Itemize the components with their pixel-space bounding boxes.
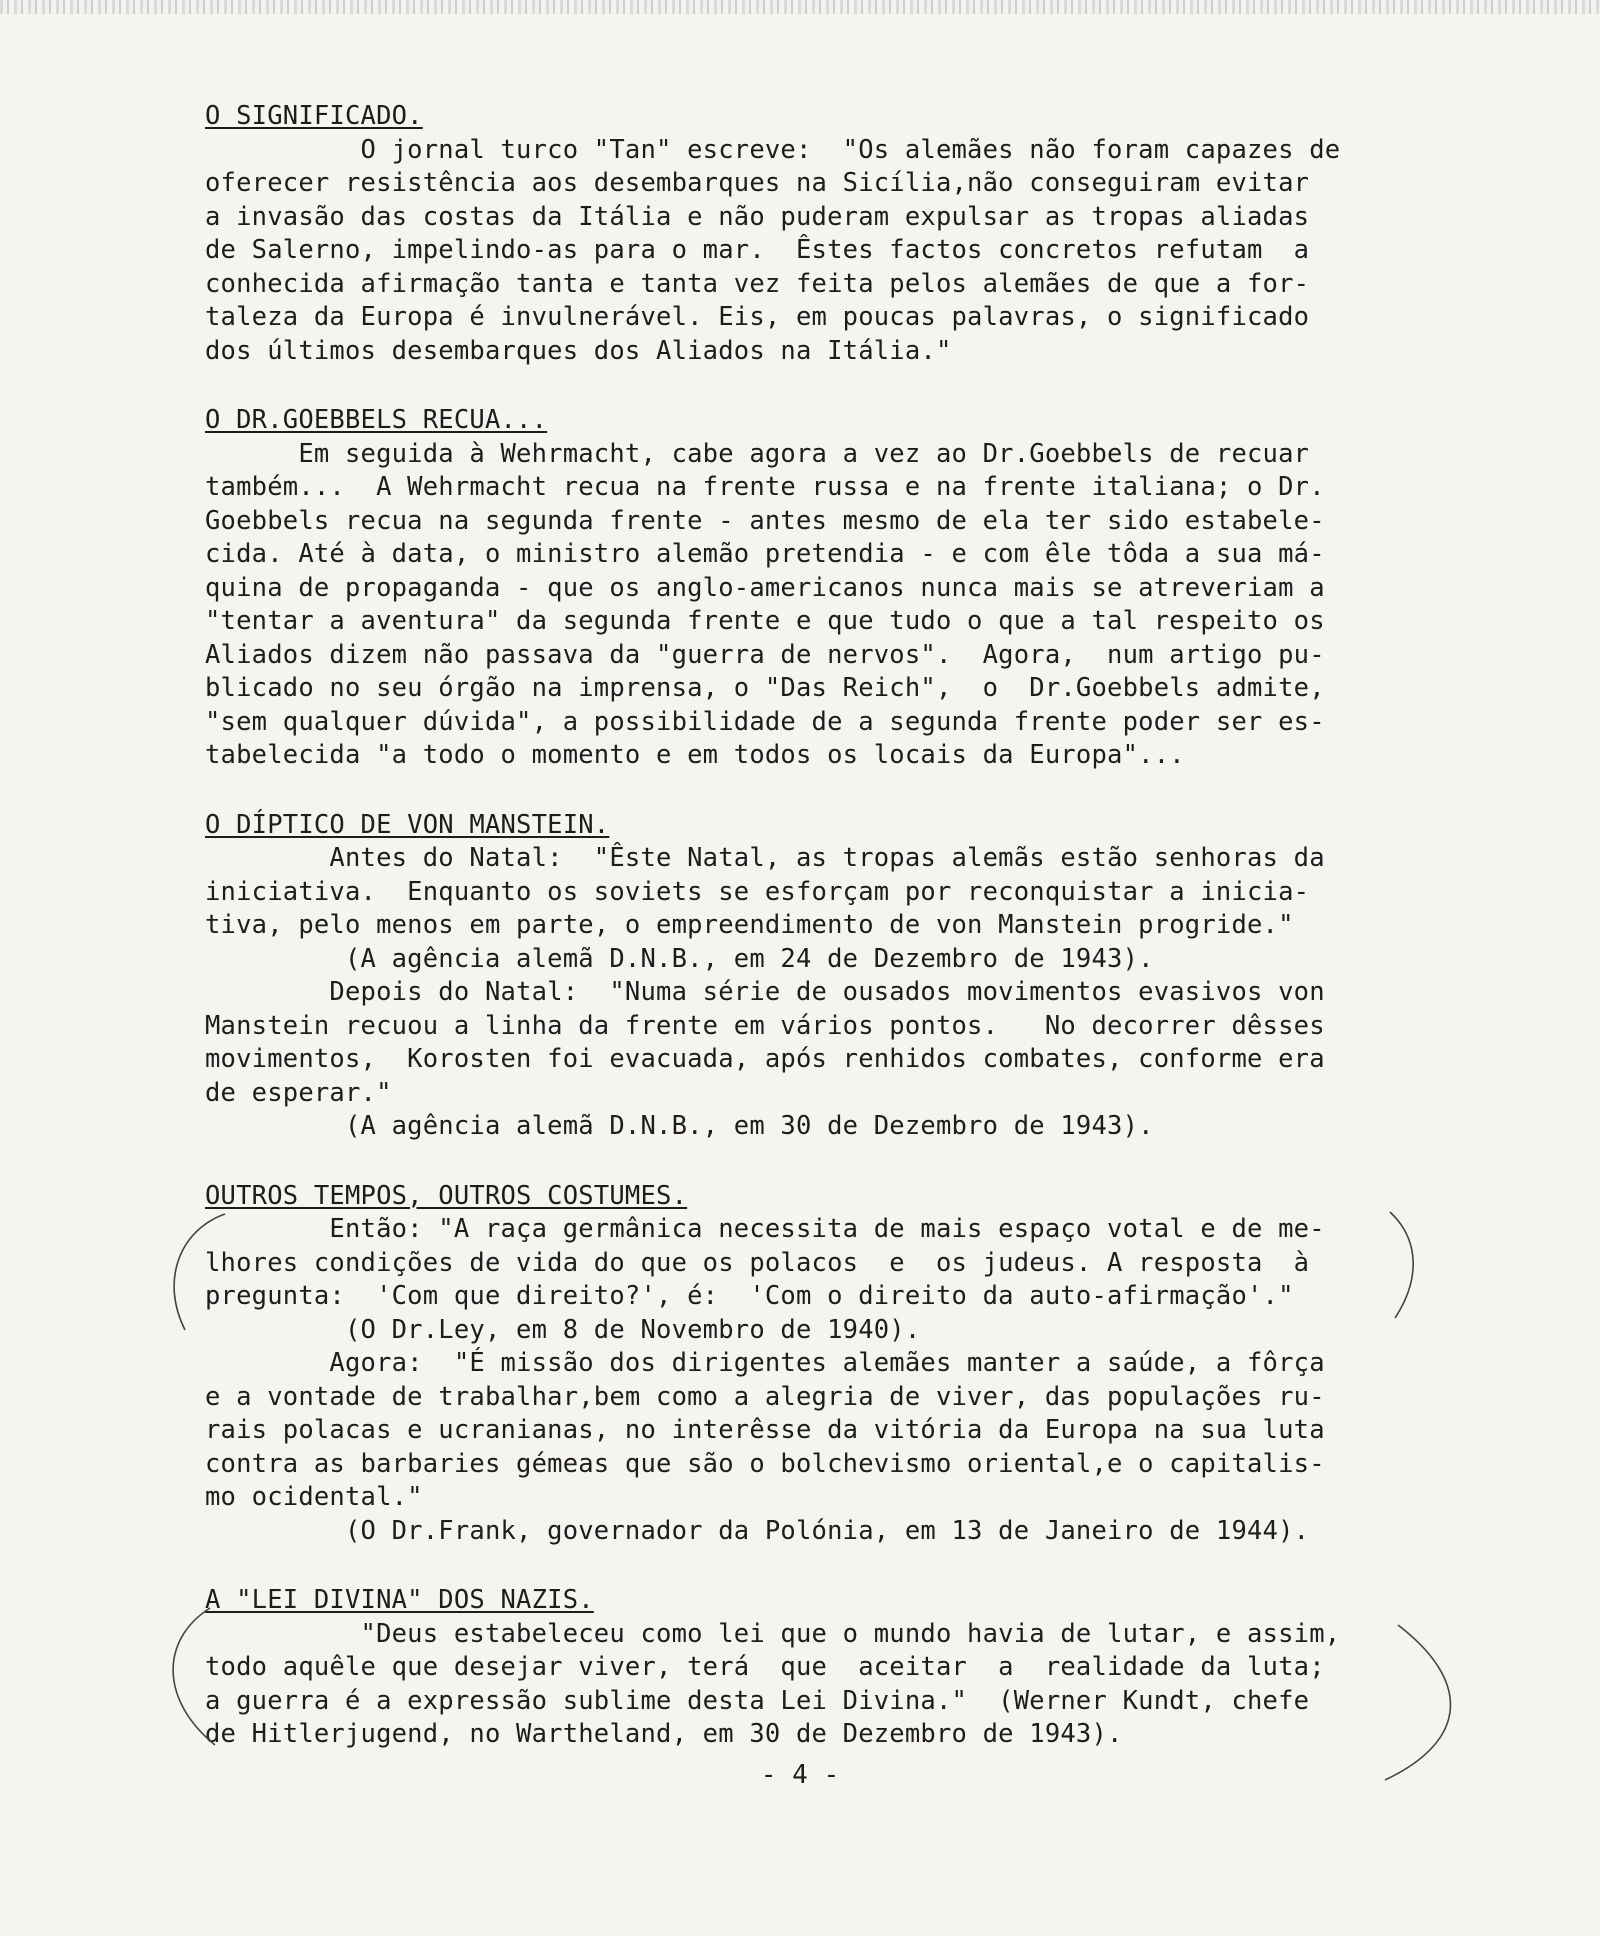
text-line: rais polacas e ucranianas, no interêsse da vitória da Europa na sua luta [205, 1415, 1325, 1445]
section-heading: O SIGNIFICADO. [205, 101, 423, 131]
text-line: conhecida afirmação tanta e tanta vez feita pelos alemães de que a for- [205, 268, 1310, 299]
text-line: cida. Até à data, o ministro alemão pretendia - e com êle tôda a sua má- [205, 539, 1325, 569]
section-outros-tempos [205, 1180, 1405, 1549]
citation-line: (A agência alemã D.N.B., em 24 de Dezembro de 1943). [205, 943, 1154, 974]
text-line: Antes do Natal: "Êste Natal, as tropas alemãs estão senhoras da [205, 843, 1325, 873]
text-line: Manstein recuou a linha da frente em vários pontos. No decorrer dêsses [205, 1010, 1325, 1041]
section-heading: OUTROS TEMPOS, OUTROS COSTUMES. [205, 1180, 688, 1211]
text-line: também... A Wehrmacht recua na frente russa e na frente italiana; o Dr. [205, 472, 1325, 502]
text-line: a invasão das costas da Itália e não puderam expulsar as tropas aliadas [205, 201, 1310, 232]
citation-line: (O Dr.Ley, em 8 de Novembro de 1940). [205, 1314, 921, 1345]
text-line: tiva, pelo menos em parte, o empreendimento de von Manstein progride." [205, 910, 1294, 940]
citation-line: (A agência alemã D.N.B., em 30 de Dezembro de 1943). [205, 1111, 1154, 1141]
text-line: de Salerno, impelindo-as para o mar. Êstes factos concretos refutam a [205, 235, 1310, 265]
text-line: "sem qualquer dúvida", a possibilidade de a segunda frente poder ser es- [205, 706, 1325, 737]
text-line: quina de propaganda - que os anglo-americanos nunca mais se atreveriam a [205, 572, 1325, 603]
text-line: taleza da Europa é invulnerável. Eis, em poucas palavras, o significado [205, 302, 1310, 332]
text-line: O jornal turco "Tan" escreve: "Os alemães não foram capazes de [205, 134, 1341, 165]
section-goebbels-recua [205, 404, 1405, 773]
text-line: Goebbels recua na segunda frente - antes mesmo de ela ter sido estabele- [205, 505, 1325, 536]
text-line: dos últimos desembarques dos Aliados na Itália." [205, 335, 952, 366]
text-line: Então: "A raça germânica necessita de mais espaço votal e de me- [205, 1214, 1325, 1244]
text-line: contra as barbaries gémeas que são o bolchevismo oriental,e o capitalis- [205, 1448, 1325, 1479]
text-line: iniciativa. Enquanto os soviets se esforçam por reconquistar a inicia- [205, 876, 1310, 907]
text-line: tabelecida "a todo o momento e em todos os locais da Europa"... [205, 740, 1185, 770]
text-line: de esperar." [205, 1077, 392, 1108]
text-line: e a vontade de trabalhar,bem como a alegria de viver, das populações ru- [205, 1381, 1325, 1412]
section-diptico-manstein [205, 809, 1405, 1144]
scan-top-edge [0, 0, 1600, 14]
text-line: pregunta: 'Com que direito?', é: 'Com o direito da auto-afirmação'." [205, 1281, 1294, 1311]
text-line: "Deus estabeleceu como lei que o mundo havia de lutar, e assim, [205, 1618, 1341, 1649]
text-line: a guerra é a expressão sublime desta Lei Divina." (Werner Kundt, chefe [205, 1685, 1310, 1716]
text-line: lhores condições de vida do que os polacos e os judeus. A resposta à [205, 1247, 1310, 1278]
section-lei-divina [205, 1584, 1405, 1752]
text-line: "tentar a aventura" da segunda frente e que tudo o que a tal respeito os [205, 606, 1325, 636]
text-line: todo aquêle que desejar viver, terá que aceitar a realidade da luta; [205, 1652, 1325, 1682]
text-line: Em seguida à Wehrmacht, cabe agora a vez ao Dr.Goebbels de recuar [205, 438, 1310, 469]
section-heading: O DÍPTICO DE VON MANSTEIN. [205, 809, 610, 840]
section-heading: A "LEI DIVINA" DOS NAZIS. [205, 1585, 594, 1615]
text-line: movimentos, Korosten foi evacuada, após renhidos combates, conforme era [205, 1044, 1325, 1074]
document-body [205, 100, 1405, 1752]
text-line: blicado no seu órgão na imprensa, o "Das Reich", o Dr.Goebbels admite, [205, 673, 1325, 703]
section-significado [205, 100, 1405, 368]
text-line: de Hitlerjugend, no Wartheland, em 30 de Dezembro de 1943). [205, 1719, 1123, 1749]
text-line: Aliados dizem não passava da "guerra de nervos". Agora, num artigo pu- [205, 639, 1325, 670]
text-line: mo ocidental." [205, 1482, 423, 1512]
text-line: Agora: "É missão dos dirigentes alemães manter a saúde, a fôrça [205, 1348, 1325, 1378]
text-line: oferecer resistência aos desembarques na Sicília,não conseguiram evitar [205, 168, 1310, 198]
section-heading: O DR.GOEBBELS RECUA... [205, 405, 548, 435]
page-number: - 4 - [760, 1760, 840, 1790]
citation-line: (O Dr.Frank, governador da Polónia, em 13 de Janeiro de 1944). [205, 1515, 1310, 1546]
text-line: Depois do Natal: "Numa série de ousados movimentos evasivos von [205, 977, 1325, 1007]
